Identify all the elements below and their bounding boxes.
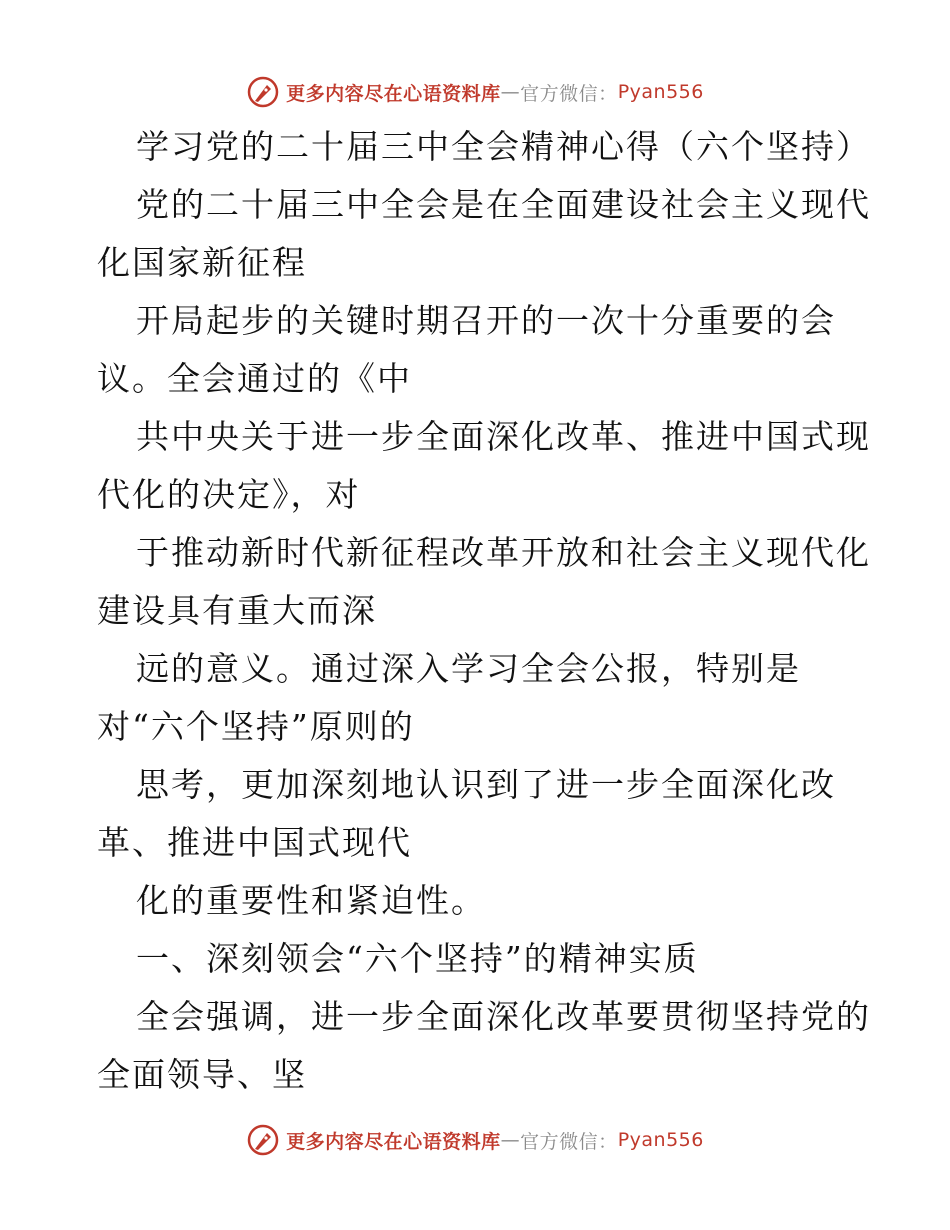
paragraph-line: 化国家新征程 xyxy=(97,243,307,282)
watermark-wechat-id: Pyan556 xyxy=(617,1129,704,1151)
watermark-brand-text: 更多内容尽在心语资料库 xyxy=(286,1130,501,1153)
paragraph-line: 全会强调，进一步全面深化改革要贯彻坚持党的 xyxy=(136,997,871,1036)
paragraph-line: 共中央关于进一步全面深化改革、推进中国式现 xyxy=(136,417,871,456)
watermark-brand-text: 更多内容尽在心语资料库 xyxy=(286,82,501,105)
paragraph-line: 思考，更加深刻地认识到了进一步全面深化改 xyxy=(136,765,836,804)
paragraph-line: 党的二十届三中全会是在全面建设社会主义现代 xyxy=(136,185,871,224)
paragraph-line: 化的重要性和紧迫性。 xyxy=(136,881,486,920)
paragraph-line: 革、推进中国式现代 xyxy=(97,823,412,862)
watermark-wechat-label: 官方微信： xyxy=(520,1130,618,1153)
paragraph-line: 代化的决定》，对 xyxy=(97,475,361,514)
document-body xyxy=(97,118,871,1104)
paragraph-line: 远的意义。通过深入学习全会公报，特别是 xyxy=(136,649,801,688)
watermark-wechat-id: Pyan556 xyxy=(617,81,704,103)
watermark-separator: — xyxy=(500,1129,521,1151)
pen-nib-circle-logo-icon xyxy=(246,75,280,109)
pen-nib-circle-logo-icon xyxy=(246,1123,280,1157)
watermark-separator: — xyxy=(500,81,521,103)
paragraph-line: 建设具有重大而深 xyxy=(97,591,377,630)
header-watermark xyxy=(0,72,950,112)
paragraph-line: 议。全会通过的《中 xyxy=(97,359,412,398)
paragraph-line: 开局起步的关键时期召开的一次十分重要的会 xyxy=(136,301,836,340)
paragraph-line: 于推动新时代新征程改革开放和社会主义现代化 xyxy=(136,533,871,572)
section-heading: 一、深刻领会“六个坚持”的精神实质 xyxy=(136,939,699,978)
paragraph-line: 对“六个坚持”原则的 xyxy=(97,707,415,746)
paragraph-line: 全面领导、坚 xyxy=(97,1055,307,1094)
watermark-wechat-label: 官方微信： xyxy=(520,82,618,105)
document-title: 学习党的二十届三中全会精神心得（六个坚持） xyxy=(136,127,871,166)
footer-watermark xyxy=(0,1120,950,1160)
